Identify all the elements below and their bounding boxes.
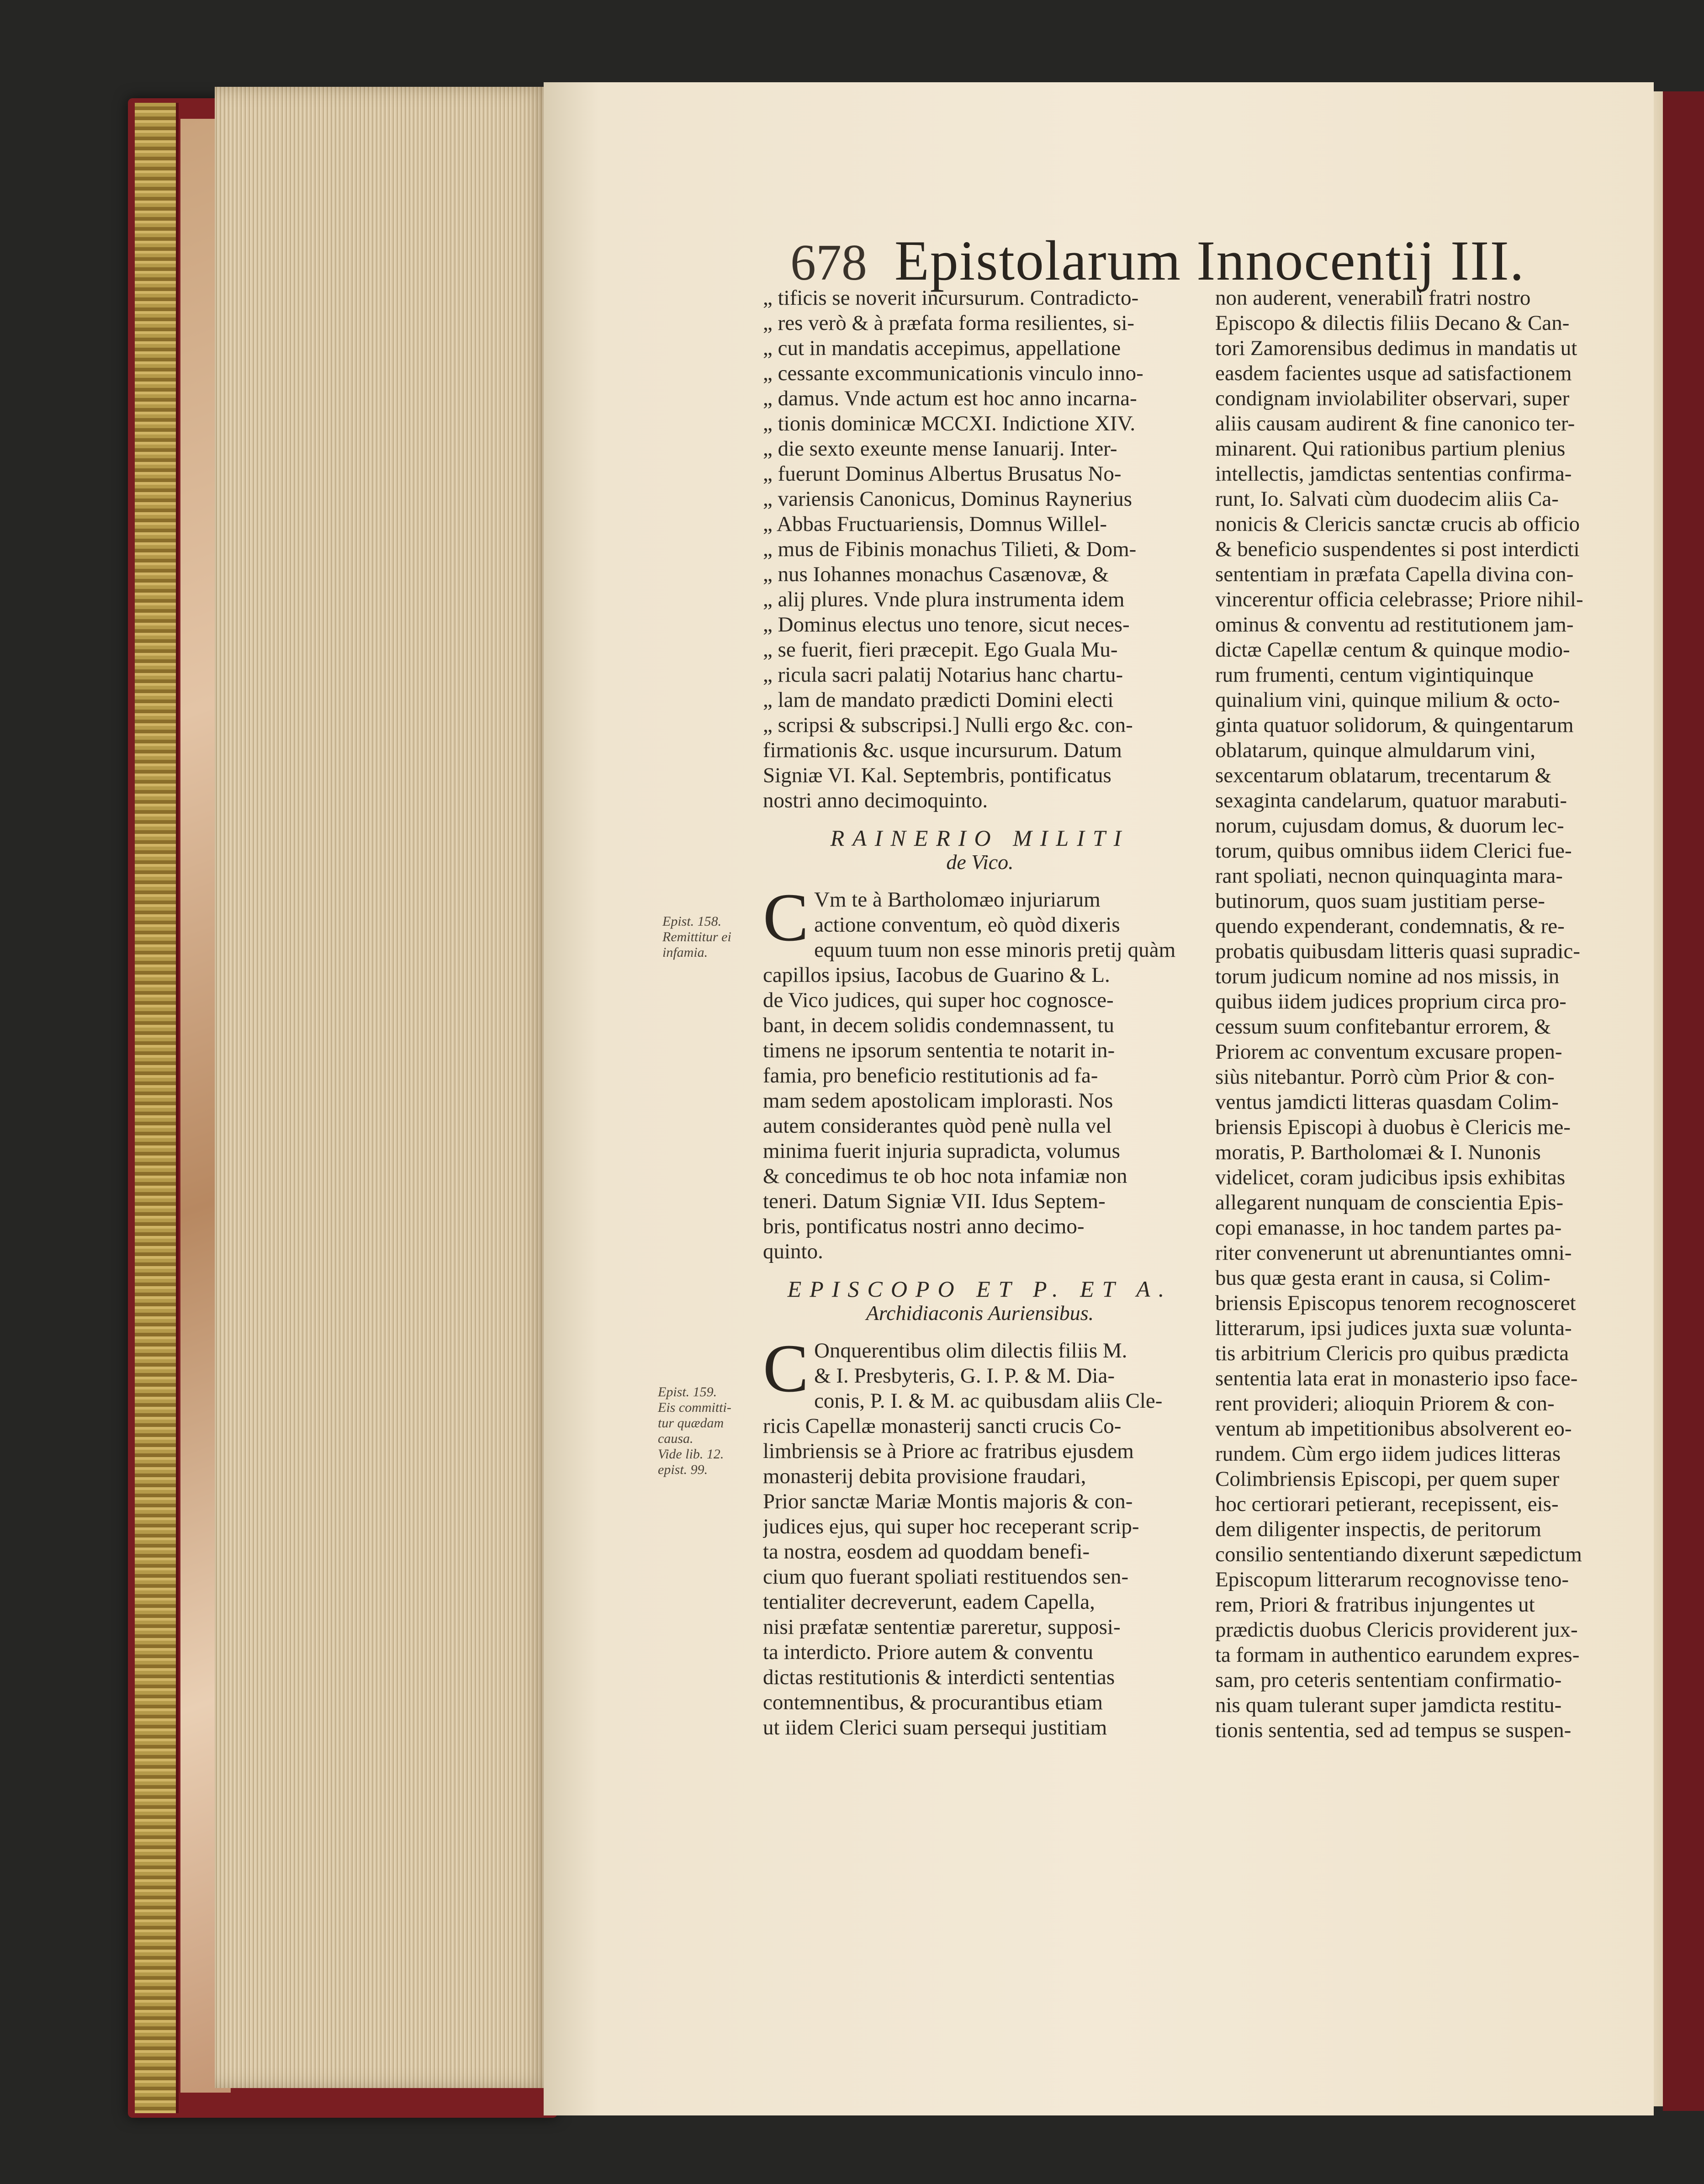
page-edges: [215, 87, 548, 2088]
text-line: minarent. Qui rationibus partium plenius: [1215, 437, 1566, 461]
text-line: sexcentarum oblatarum, trecentarum &: [1215, 763, 1552, 787]
text-line: capillos ipsius, Iacobus de Guarino & L.: [763, 963, 1110, 987]
text-line: bris, pontificatus nostri anno decimo-: [763, 1214, 1085, 1238]
text-line: tentialiter decreverunt, eadem Capella,: [763, 1590, 1095, 1614]
running-title: Epistolarum Innocentij III.: [894, 229, 1525, 292]
text-line: conis, P. I. & M. ac quibusdam aliis Cle-: [814, 1389, 1163, 1413]
text-line: Prior sanctæ Mariæ Montis majoris & con-: [763, 1490, 1133, 1513]
gilt-edge: [135, 103, 179, 2113]
text-line: Priorem ac conventum excusare propen-: [1215, 1040, 1562, 1064]
text-line: minima fuerit injuria supradicta, volumus: [763, 1139, 1120, 1163]
text-line: contemnentibus, & procurantibus etiam: [763, 1691, 1103, 1714]
text-line: judices ejus, qui super hoc receperant scrip-: [763, 1515, 1139, 1538]
text-line: „ ricula sacri palatij Notarius hanc chartu-: [763, 663, 1197, 688]
text-line: butinorum, quos suam justitiam perse-: [1215, 889, 1545, 913]
text-line: litterarum, ipsi judices juxta suæ volunta-: [1215, 1316, 1572, 1340]
text-line: limbriensis se à Priore ac fratribus ejusdem: [763, 1439, 1134, 1463]
text-line: dictas restitutionis & interdicti sententias: [763, 1665, 1115, 1689]
text-line: „ die sexto exeunte mense Ianuarij. Inter-: [763, 436, 1197, 461]
text-line: ut iidem Clerici suam persequi justitiam: [763, 1716, 1107, 1739]
drop-cap: C: [763, 880, 809, 955]
letter-subheading: Archidiaconis Auriensibus.: [866, 1301, 1094, 1325]
text-line: Colimbriensis Episcopi, per quem super: [1215, 1467, 1560, 1491]
text-line: cium quo fuerant spoliati restituendos sen-: [763, 1565, 1129, 1589]
text-line: bus quæ gesta erant in causa, si Colim-: [1215, 1266, 1551, 1290]
text-line: famia, pro beneficio restitutionis ad fa-: [763, 1064, 1098, 1087]
text-line: „ se fuerit, fieri præcepit. Ego Guala Mu-: [763, 637, 1197, 663]
text-line: timens ne ipsorum sententia te notarit in-: [763, 1039, 1115, 1062]
text-line: ventus jamdicti litteras quasdam Colim-: [1215, 1090, 1559, 1114]
letter-subheading: de Vico.: [946, 850, 1014, 874]
text-line: rundem. Cùm ergo iidem judices litteras: [1215, 1442, 1561, 1466]
text-line: sententia lata erat in monasterio ipso face-: [1215, 1367, 1578, 1390]
letter-body: [763, 880, 1197, 1264]
text-line: teneri. Datum Signiæ VII. Idus Septem-: [763, 1189, 1106, 1213]
text-line: „ cut in mandatis accepimus, appellatione: [763, 336, 1197, 361]
spacer: [763, 875, 1197, 887]
text-line: de Vico judices, qui super hoc cognosce-: [763, 988, 1114, 1012]
letter-heading: RAINERIO MILITI: [830, 825, 1130, 850]
text-line: consilio sententiando dixerunt sæpedictum: [1215, 1543, 1582, 1566]
text-line: „ res verò & à præfata forma resilientes, si-: [763, 311, 1197, 336]
drop-cap: C: [763, 1331, 809, 1406]
margin-note-epist-158: [662, 914, 754, 960]
text-line: easdem facientes usque ad satisfactionem: [1215, 361, 1572, 385]
text-line: siùs nitebantur. Porrò cùm Prior & con-: [1215, 1065, 1555, 1089]
text-line: runt, Io. Salvati cùm duodecim aliis Ca-: [1215, 487, 1559, 511]
margin-note-line: Epist. 159.: [658, 1384, 717, 1399]
text-line: probatis quibusdam litteris quasi supradic-: [1215, 939, 1580, 963]
text-line: Onquerentibus olim dilectis filiis M.: [814, 1339, 1127, 1362]
text-line: bant, in decem solidis condemnassent, tu: [763, 1013, 1114, 1037]
margin-note-line: Eis committi-: [658, 1400, 731, 1415]
text-line: torum judicum nomine ad nos missis, in: [1215, 965, 1560, 988]
text-line: ta nostra, eosdem ad quoddam benefi-: [763, 1540, 1090, 1564]
text-line: condignam inviolabiliter observari, super: [1215, 387, 1570, 410]
margin-note-line: causa.: [658, 1431, 693, 1446]
page-header: [790, 228, 1613, 292]
right-board: [1663, 91, 1704, 2111]
margin-note-epist-159: [658, 1384, 749, 1478]
text-line: „ tificis se noverit incursurum. Contradicto-: [763, 286, 1197, 311]
text-line: Vm te à Bartholomæo injuriarum: [814, 888, 1101, 912]
text-line: & concedimus te ob hoc nota infamiæ non: [763, 1164, 1127, 1188]
book-page: [544, 82, 1654, 2115]
text-line: „ variensis Canonicus, Dominus Raynerius: [763, 487, 1197, 512]
text-line: sexaginta candelarum, quatuor marabuti-: [1215, 789, 1567, 812]
text-line: Episcopo & dilectis filiis Decano & Can-: [1215, 311, 1570, 335]
text-line: „ mus de Fibinis monachus Tilieti, & Dom-: [763, 537, 1197, 562]
text-line: aliis causam audirent & fine canonico ter-: [1215, 412, 1575, 435]
text-line: „ Dominus electus uno tenore, sicut neces-: [763, 612, 1197, 637]
text-line: vincerentur officia celebrasse; Priore nihil-: [1215, 588, 1583, 611]
text-line: rent provideri; alioquin Priorem & con-: [1215, 1392, 1555, 1415]
text-line: briensis Episcopus tenorem recognosceret: [1215, 1291, 1576, 1315]
text-line: nonicis & Clericis sanctæ crucis ab officio: [1215, 512, 1580, 536]
text-line: „ Abbas Fructuariensis, Domnus Willel-: [763, 512, 1197, 537]
text-line: „ tionis dominicæ MCCXI. Indictione XIV.: [763, 411, 1197, 436]
text-line: ventum ab impetitionibus absolverent eo-: [1215, 1417, 1572, 1441]
text-line: non auderent, venerabili fratri nostro: [1215, 286, 1531, 310]
letter-heading: EPISCOPO ET P. ET A.: [787, 1276, 1173, 1301]
text-line: Episcopum litterarum recognovisse teno-: [1215, 1568, 1569, 1591]
text-line: rum frumenti, centum vigintiquinque: [1215, 663, 1534, 687]
text-line: intellectis, jamdictas sententias confirma-: [1215, 462, 1572, 486]
text-line: hoc certiorari petierant, recepissent, eis-: [1215, 1492, 1559, 1516]
text-line: „ nus Iohannes monachus Casænovæ, &: [763, 562, 1197, 587]
page-number: 678: [790, 234, 867, 291]
left-column: [763, 286, 1197, 1740]
text-line: equum tuum non esse minoris pretij quàm: [814, 938, 1176, 962]
text-line: rant spoliati, necnon quinquaginta mara-: [1215, 864, 1563, 888]
text-line: nisi præfatæ sententiæ pareretur, supposi-: [763, 1615, 1121, 1639]
text-line: quendo expenderant, condemnatis, & re-: [1215, 914, 1565, 938]
margin-note-line: Vide lib. 12.: [658, 1447, 724, 1462]
text-line: tis arbitrium Clericis pro quibus prædicta: [1215, 1341, 1569, 1365]
text-line: actione conventum, eò quòd dixeris: [814, 913, 1120, 937]
text-line: ominus & conventu ad restitutionem jam-: [1215, 613, 1574, 636]
text-line: riter convenerunt ut abrenuntiantes omni-: [1215, 1241, 1572, 1265]
text-line: videlicet, coram judicibus ipsis exhibitas: [1215, 1166, 1566, 1189]
margin-note-line: epist. 99.: [658, 1462, 708, 1477]
text-line: cessum suum confitebantur errorem, &: [1215, 1015, 1551, 1039]
text-line: dem diligenter inspectis, de peritorum: [1215, 1517, 1541, 1541]
text-line: tori Zamorensibus dedimus in mandatis ut: [1215, 336, 1577, 360]
right-column: [1215, 286, 1603, 1743]
text-line: prædictis duobus Clericis providerent jux-: [1215, 1618, 1578, 1642]
text-line: „ scripsi & subscripsi.] Nulli ergo &c. con-: [763, 713, 1197, 738]
text-line: briensis Episcopi à duobus è Clericis me-: [1215, 1115, 1571, 1139]
letter-body: [763, 1331, 1197, 1740]
margin-note-line: infamia.: [662, 945, 708, 960]
text-line: „ lam de mandato prædicti Domini electi: [763, 688, 1197, 713]
text-line: sam, pro ceteris sententiam confirmatio-: [1215, 1668, 1562, 1692]
text-line: quibus iidem judices proprium circa pro-: [1215, 990, 1566, 1013]
margin-note-line: Epist. 158.: [662, 914, 722, 929]
margin-note-line: tur quædam: [658, 1415, 724, 1431]
text-line: quinto.: [763, 1240, 823, 1263]
spacer: [763, 813, 1197, 825]
spacer: [763, 1264, 1197, 1276]
text-line: ricis Capellæ monasterij sancti crucis Co-: [763, 1414, 1122, 1438]
margin-note-line: Remittitur ei: [662, 929, 731, 944]
text-line: sententiam in præfata Capella divina con-: [1215, 562, 1574, 586]
text-line: norum, cujusdam domus, & duorum lec-: [1215, 814, 1564, 838]
text-line: & beneficio suspendentes si post interdicti: [1215, 537, 1580, 561]
text-line: firmationis &c. usque incursurum. Datum: [763, 738, 1122, 762]
text-line: „ cessante excommunicationis vinculo inno-: [763, 361, 1197, 386]
text-line: quinalium vini, quinque milium & octo-: [1215, 688, 1560, 712]
text-line: mam sedem apostolicam implorasti. Nos: [763, 1089, 1113, 1113]
text-line: moratis, P. Bartholomæi & I. Nunonis: [1215, 1140, 1541, 1164]
text-line: monasterij debita provisione fraudari,: [763, 1464, 1086, 1488]
text-line: autem considerantes quòd penè nulla vel: [763, 1114, 1112, 1138]
text-line: ginta quatuor solidorum, & quingentarum: [1215, 713, 1574, 737]
text-line: copi emanasse, in hoc tandem partes pa-: [1215, 1216, 1562, 1240]
text-line: Signiæ VI. Kal. Septembris, pontificatus: [763, 763, 1111, 787]
text-line: oblatarum, quinque almuldarum vini,: [1215, 738, 1535, 762]
text-line: ta interdicto. Priore autem & conventu: [763, 1640, 1094, 1664]
text-line: ta formam in authentico earundem expres-: [1215, 1643, 1580, 1667]
text-line: tionis sententia, sed ad tempus se suspen-: [1215, 1718, 1572, 1742]
text-line: „ damus. Vnde actum est hoc anno incarna-: [763, 386, 1197, 411]
text-line: nostri anno decimoquinto.: [763, 789, 988, 812]
text-line: dictæ Capellæ centum & quinque modio-: [1215, 638, 1570, 662]
text-line: rem, Priori & fratribus injungentes ut: [1215, 1593, 1535, 1617]
text-line: torum, quibus omnibus iidem Clerici fue-: [1215, 839, 1572, 863]
text-line: & I. Presbyteris, G. I. P. & M. Dia-: [814, 1364, 1115, 1388]
text-line: „ fuerunt Dominus Albertus Brusatus No-: [763, 461, 1197, 487]
text-line: allegarent nunquam de conscientia Epis-: [1215, 1191, 1564, 1214]
text-line: „ alij plures. Vnde plura instrumenta idem: [763, 587, 1197, 612]
text-line: nis quam tulerant super jamdicta restitu-: [1215, 1693, 1562, 1717]
spacer: [763, 1326, 1197, 1338]
